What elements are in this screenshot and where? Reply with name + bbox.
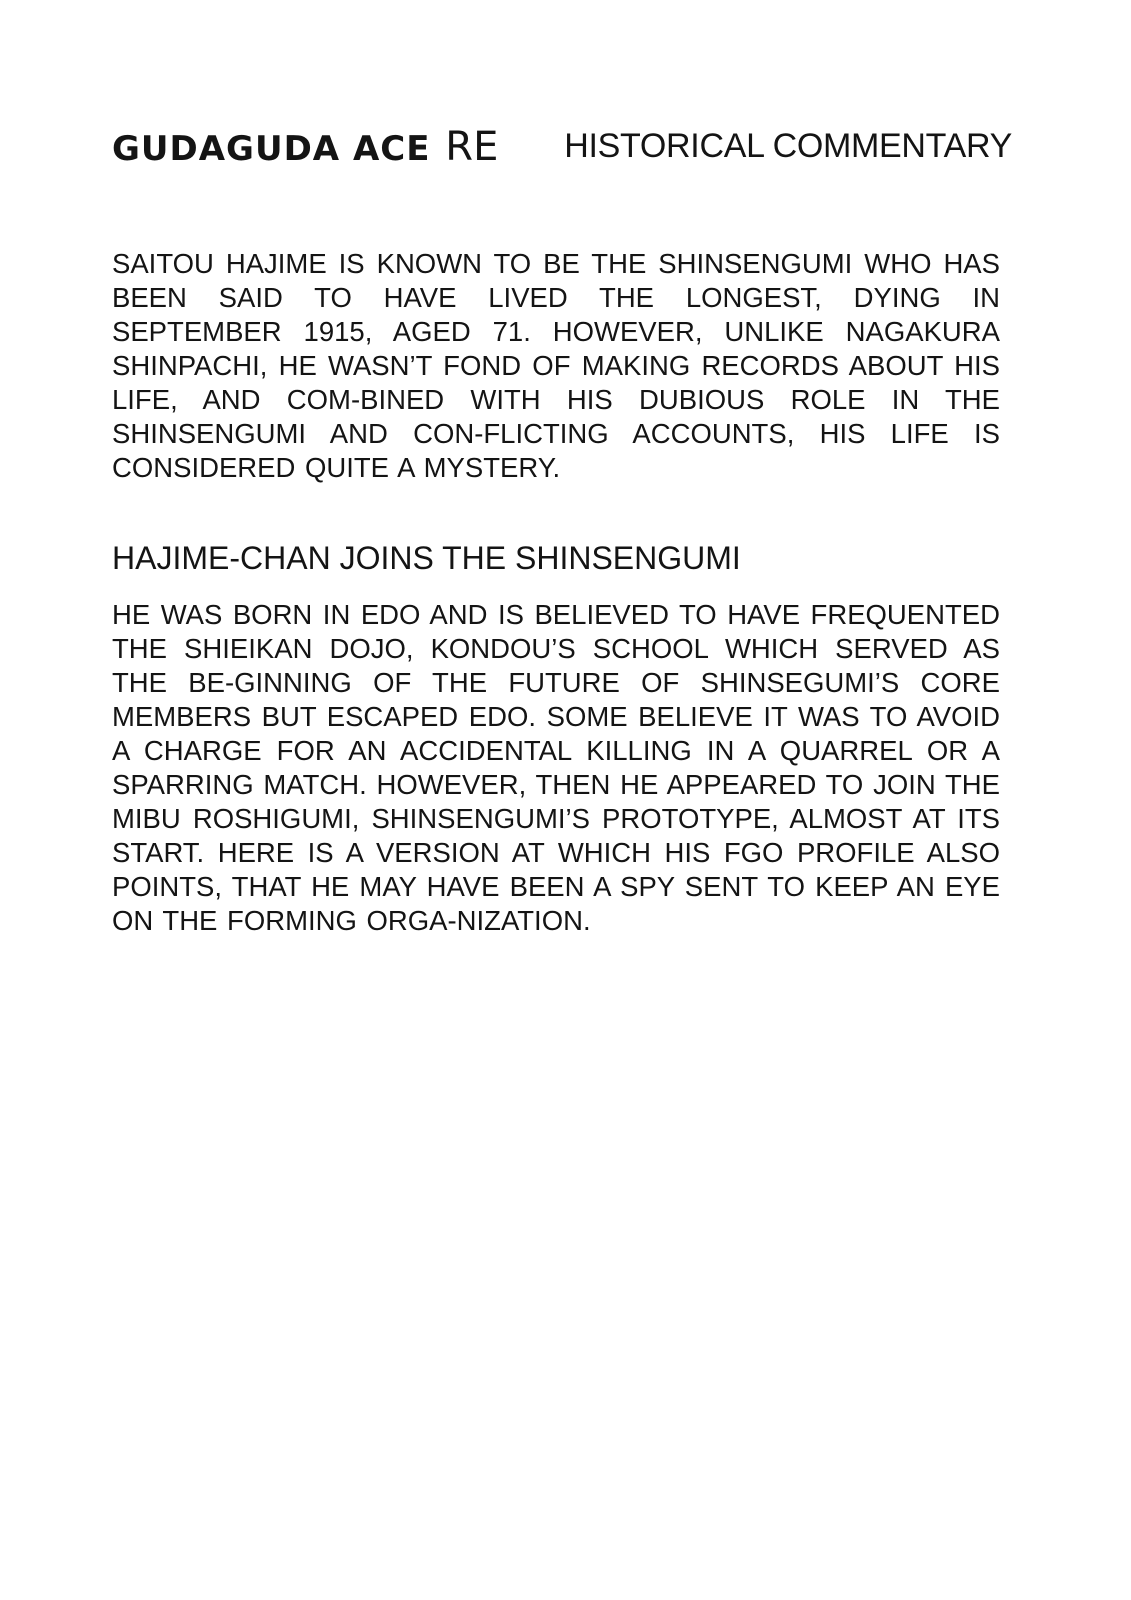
intro-paragraph: SAITOU HAJIME IS KNOWN TO BE THE SHINSENGUMI WHO HAS BEEN SAID TO HAVE LIVED THE LONGEST, DYING IN SEPTEMBER 1915, AGED 71. HOWEVER, UNLIKE NAGAKURA SHINPACHI, HE WASN’T FOND OF MAKING RECORDS ABOUT HIS LIFE, AND COM-BINED WITH HIS DUBIOUS ROLE IN THE SHINSENGUMI AND CON-FLICTING ACCOUNTS, HIS LIFE IS CONSIDERED QUITE A MYSTERY. (112, 248, 1000, 483)
series-title-suffix: RE (445, 124, 499, 170)
series-title-logo (112, 122, 498, 174)
series-title-text: GUDAGUDA ACE (112, 129, 431, 169)
section-heading: HAJIME-CHAN JOINS THE SHINSENGUMI (112, 540, 741, 576)
section-paragraph: HE WAS BORN IN EDO AND IS BELIEVED TO HAVE FREQUENTED THE SHIEIKAN DOJO, KONDOU’S SCHOOL WHICH SERVED AS THE BE-GINNING OF THE FUTURE OF SHINSEGUMI’S CORE MEMBERS BUT ESCAPED EDO. SOME BELIEVE IT WAS TO AVOID A CHARGE FOR AN ACCIDENTAL KILLING IN A QUARREL OR A SPARRING MATCH. HOWEVER, THEN HE APPEARED TO JOIN THE MIBU ROSHIGUMI, SHINSENGUMI’S PROTOTYPE, ALMOST AT ITS START. HERE IS A VERSION AT WHICH HIS FGO PROFILE ALSO POINTS, THAT HE MAY HAVE BEEN A SPY SENT TO KEEP AN EYE ON THE FORMING ORGA-NIZATION. (112, 599, 1000, 936)
page-header (112, 122, 1012, 174)
section-label: HISTORICAL COMMENTARY (564, 127, 1012, 165)
